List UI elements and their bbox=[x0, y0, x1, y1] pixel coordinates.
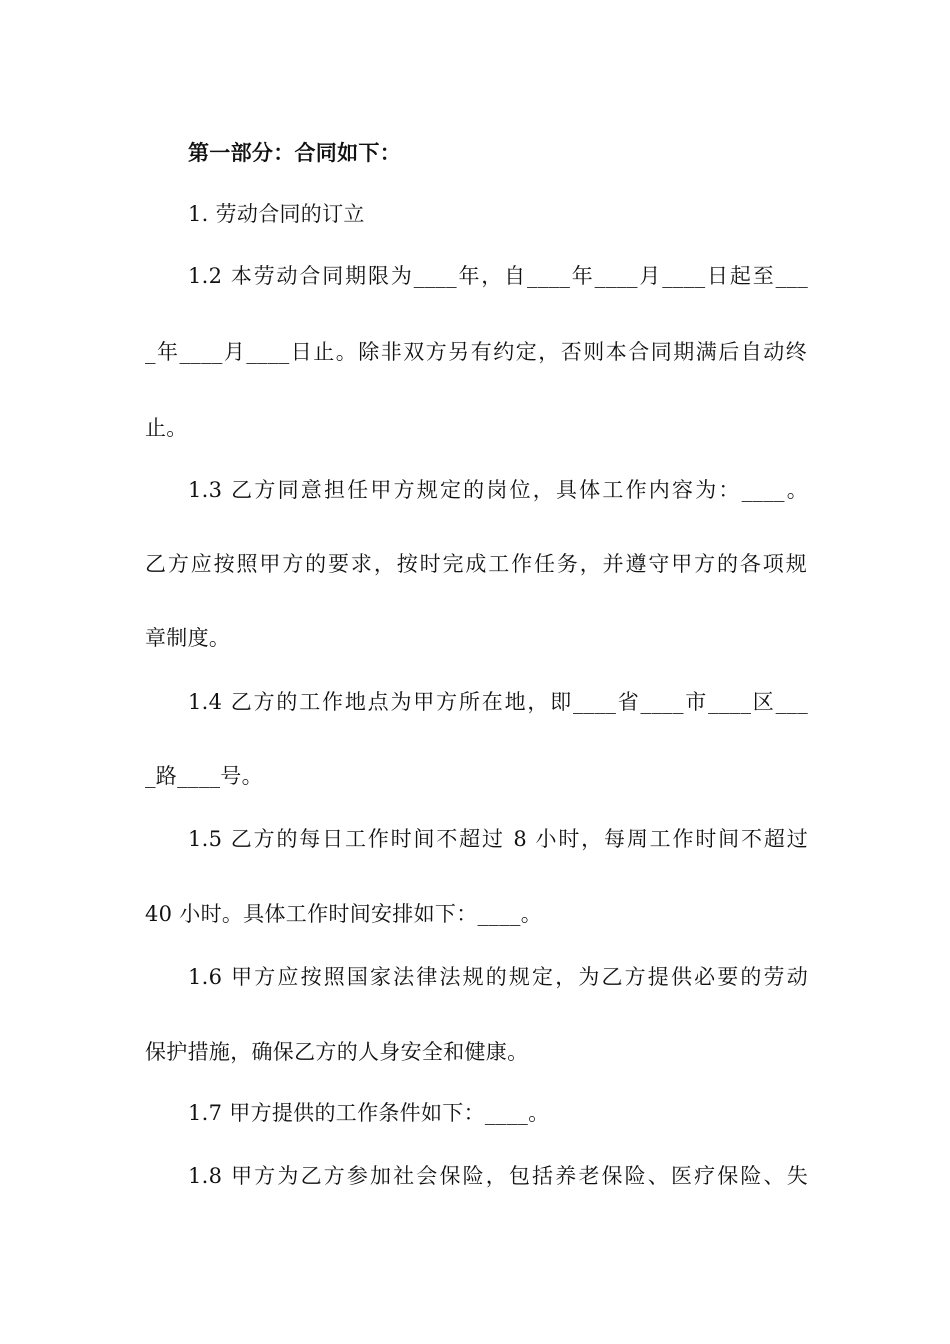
clause-1-2-line-1: 1.2 本劳动合同期限为____年，自____年____月____日起至___ bbox=[188, 264, 808, 288]
clause-1-8-line-1: 1.8 甲方为乙方参加社会保险，包括养老保险、医疗保险、失 bbox=[188, 1164, 808, 1188]
clause-1-2-line-3: 止。 bbox=[145, 416, 188, 440]
clause-1-3-line-2: 乙方应按照甲方的要求，按时完成工作任务，并遵守甲方的各项规 bbox=[145, 552, 807, 576]
clause-1-5-line-2: 40 小时。具体工作时间安排如下：____。 bbox=[145, 902, 542, 926]
clause-1-4-line-2: _路____号。 bbox=[145, 764, 263, 788]
clause-1-4-line-1: 1.4 乙方的工作地点为甲方所在地，即____省____市____区___ bbox=[188, 690, 808, 714]
clause-1-6-line-2: 保护措施，确保乙方的人身安全和健康。 bbox=[145, 1040, 529, 1064]
clause-1-5-line-1: 1.5 乙方的每日工作时间不超过 8 小时，每周工作时间不超过 bbox=[188, 827, 808, 851]
clause-1-7-line-1: 1.7 甲方提供的工作条件如下：____。 bbox=[188, 1101, 550, 1125]
clause-1-3-line-1: 1.3 乙方同意担任甲方规定的岗位，具体工作内容为：____。 bbox=[188, 478, 808, 502]
clause-1-title: 1. 劳动合同的订立 bbox=[188, 202, 365, 226]
clause-1-3-line-3: 章制度。 bbox=[145, 626, 231, 650]
clause-1-6-line-1: 1.6 甲方应按照国家法律法规的规定，为乙方提供必要的劳动 bbox=[188, 965, 808, 989]
clause-1-2-line-2: _年____月____日止。除非双方另有约定，否则本合同期满后自动终 bbox=[145, 340, 807, 364]
section-heading: 第一部分：合同如下： bbox=[188, 141, 401, 165]
